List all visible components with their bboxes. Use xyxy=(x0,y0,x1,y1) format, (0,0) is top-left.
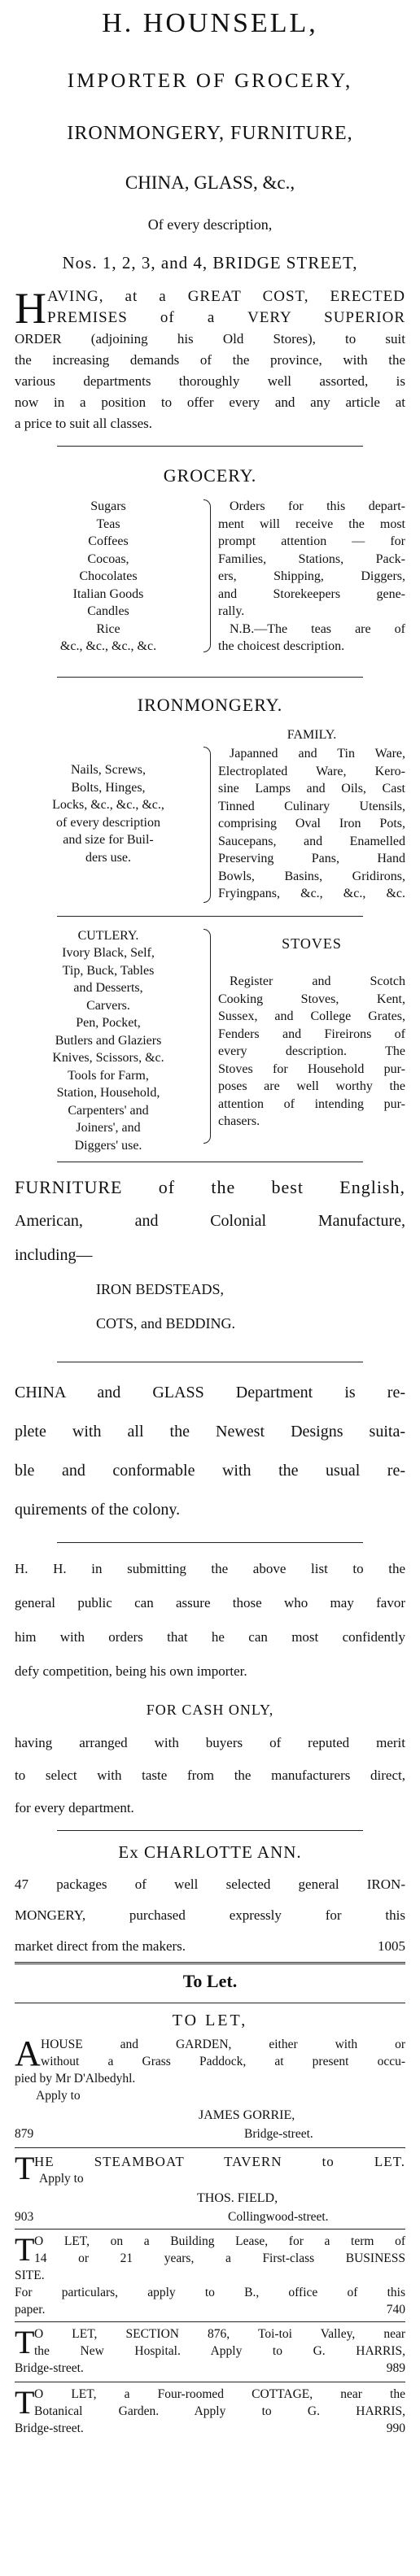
intro-line: the increasing demands of the province, with the xyxy=(15,352,405,368)
ad-line: HOUSE and GARDEN, either with or xyxy=(41,2038,405,2051)
ad-line: paper. xyxy=(15,2303,46,2317)
ad-dropcap: T xyxy=(15,2384,35,2421)
china-line: CHINA and GLASS Department is re- xyxy=(15,1384,405,1401)
submit-line: him with orders that he can most confidently xyxy=(15,1629,405,1645)
cutlery-items xyxy=(15,944,202,1154)
stoves-text-line: Stoves for Household pur- xyxy=(218,1061,405,1076)
grocery-text-line: rally. xyxy=(218,604,245,618)
family-text-line: Fryingpans, &c., &c., &c. xyxy=(218,887,405,900)
intro-line: PREMISES of a VERY SUPERIOR xyxy=(47,309,405,326)
cutlery-item: Knives, Scissors, &c. xyxy=(52,1051,164,1065)
grocery-text-line: prompt attention — for xyxy=(218,534,405,548)
divider xyxy=(15,1962,405,1964)
cutlery-item: Station, Household, xyxy=(56,1086,160,1100)
ad-line: O LET, on a Building Lease, for a term of xyxy=(34,2234,405,2248)
intro-line: AVING, at a GREAT COST, ERECTED xyxy=(47,288,405,305)
cutlery-item: Joiners', and xyxy=(76,1121,141,1135)
family-text-line: Preserving Pans, Hand xyxy=(218,852,405,865)
charlotte-line: market direct from the makers. xyxy=(15,1938,186,1954)
header-line-2: IRONMONGERY, FURNITURE, xyxy=(67,123,353,144)
furniture-line: including— xyxy=(15,1246,93,1264)
charlotte-heading: Ex CHARLOTTE ANN. xyxy=(118,1842,302,1862)
ad-dropcap: T xyxy=(15,2231,35,2268)
divider xyxy=(57,1542,363,1543)
grocery-text-line: Orders for this depart- xyxy=(230,499,405,513)
ad-line: 14 or 21 years, a First-class BUSINESS xyxy=(34,2251,405,2265)
grocery-text-line: ment will receive the most xyxy=(218,517,405,531)
ad-signer-address: Bridge-street. xyxy=(244,2127,313,2141)
header-line-1: IMPORTER OF GROCERY, xyxy=(67,70,353,92)
family-text-line: Tinned Culinary Utensils, xyxy=(218,799,405,813)
divider xyxy=(57,916,363,917)
ad-line: without a Grass Paddock, at present occu- xyxy=(41,2055,405,2068)
ad-number: 990 xyxy=(386,2421,405,2435)
ad-line: For particulars, apply to B., office of this xyxy=(15,2286,405,2299)
family-text-line: Saucepans, and Enamelled xyxy=(218,834,405,848)
cash-line: to select with taste from the manufacturers direct, xyxy=(15,1767,405,1783)
grocery-text-line: Families, Stations, Pack- xyxy=(218,551,405,566)
submit-line: defy competition, being his own importer. xyxy=(15,1663,247,1679)
grocery-item: Sugars xyxy=(90,499,126,513)
ironmongery-left xyxy=(15,761,202,866)
grocery-item: Chocolates xyxy=(79,569,138,583)
cutlery-item: Ivory Black, Self, xyxy=(62,946,155,960)
family-text xyxy=(218,745,405,903)
cutlery-brace xyxy=(203,929,211,1144)
ad-number: 879 xyxy=(15,2127,34,2141)
ad-line: O LET, a Four-roomed COTTAGE, near the xyxy=(34,2387,405,2401)
submit-line: general public can assure those who may favor xyxy=(15,1595,405,1611)
furniture-line: American, and Colonial Manufacture, xyxy=(15,1212,405,1230)
ad-dropcap: T xyxy=(15,2150,35,2186)
stoves-text xyxy=(218,973,405,1131)
furniture-line: IRON BEDSTEADS, xyxy=(96,1281,225,1297)
stoves-text-line: Fenders and Fireirons of xyxy=(218,1026,405,1041)
grocery-item: Candles xyxy=(87,604,129,618)
ad-line: the New Hospital. Apply to G. HARRIS, xyxy=(34,2344,405,2358)
cutlery-item: and Desserts, xyxy=(73,981,143,995)
cutlery-item: Diggers' use. xyxy=(74,1138,142,1153)
ad-heading: TO LET, xyxy=(172,2012,248,2029)
ad-line: SITE. xyxy=(15,2269,45,2282)
grocery-item: Teas xyxy=(96,517,120,531)
ad-signer: JAMES GORRIE, xyxy=(199,2108,295,2122)
intro-line: now in a position to offer every and any article at xyxy=(15,394,405,410)
stoves-text-line: Cooking Stoves, Kent, xyxy=(218,992,405,1006)
charlotte-line: 47 packages of well selected general IRON- xyxy=(15,1876,405,1892)
ironmongery-item: of every description xyxy=(56,815,160,830)
intro-line: a price to suit all classes. xyxy=(15,416,153,431)
grocery-items xyxy=(15,498,202,656)
merchant-name: H. HOUNSELL, xyxy=(102,8,318,38)
furniture-line: COTS, and BEDDING. xyxy=(96,1315,235,1332)
cash-heading: FOR CASH ONLY, xyxy=(146,1702,274,1718)
ironmongery-item: Locks, &c., &c., &c., xyxy=(52,798,164,812)
ad-number: 740 xyxy=(386,2303,405,2317)
grocery-text-line: N.B.—The teas are of xyxy=(230,621,405,636)
stoves-text-line: attention of intending pur- xyxy=(218,1096,405,1111)
grocery-item: Rice xyxy=(96,621,120,636)
grocery-item: Coffees xyxy=(88,534,129,548)
submit-line: H. H. in submitting the above list to the xyxy=(15,1561,405,1576)
china-line: quirements of the colony. xyxy=(15,1501,181,1519)
family-text-line: sine Lamps and Oils, Cast xyxy=(218,782,405,795)
ad-number: 903 xyxy=(15,2210,34,2224)
divider xyxy=(57,446,363,447)
stoves-text-line: Register and Scotch xyxy=(230,974,405,988)
to-let-section-heading: To Let. xyxy=(182,1971,238,1991)
divider xyxy=(57,1830,363,1831)
stoves-text-line: poses are well worthy the xyxy=(218,1079,405,1093)
grocery-item: &c., &c., &c., &c. xyxy=(59,639,157,653)
header-line-3: CHINA, GLASS, &c., xyxy=(125,172,295,193)
ironmongery-item: and size for Buil- xyxy=(63,833,154,847)
ironmongery-brace xyxy=(203,747,211,903)
ironmongery-item: Nails, Screws, xyxy=(71,763,146,777)
header-line-4: Of every description, xyxy=(147,216,273,233)
ironmongery-item: Bolts, Hinges, xyxy=(71,780,146,795)
ad-line: Bridge-street. xyxy=(15,2361,84,2375)
grocery-text-line: and Storekeepers gene- xyxy=(218,586,405,601)
cutlery-heading: CUTLERY. xyxy=(77,929,139,943)
ad-signer: THOS. FIELD, xyxy=(197,2191,278,2205)
intro-line: ORDER (adjoining his Old Stores), to suit xyxy=(15,331,405,347)
intro-line: various departments thoroughly well assorted, is xyxy=(15,373,405,389)
ironmongery-item: ders use. xyxy=(85,850,131,865)
divider xyxy=(15,2147,405,2148)
grocery-text-line: the choicest description. xyxy=(218,639,345,653)
ad-line: O LET, SECTION 876, Toi-toi Valley, near xyxy=(34,2327,405,2341)
cutlery-item: Pen, Pocket, xyxy=(76,1016,141,1030)
ad-dropcap: A xyxy=(15,2033,41,2073)
family-text-line: Bowls, Basins, Gridirons, xyxy=(218,869,405,883)
cutlery-item: Tip, Buck, Tables xyxy=(62,963,155,978)
stoves-text-line: every description. The xyxy=(218,1044,405,1058)
family-text-line: Japanned and Tin Ware, xyxy=(230,747,405,761)
divider xyxy=(15,2321,405,2322)
furniture-line: FURNITURE of the best English, xyxy=(15,1177,405,1197)
family-text-line: comprising Oval Iron Pots, xyxy=(218,817,405,830)
cutlery-item: Carvers. xyxy=(86,998,130,1013)
header-address: Nos. 1, 2, 3, and 4, BRIDGE STREET, xyxy=(62,253,358,272)
grocery-item: Cocoas, xyxy=(87,551,129,566)
stoves-text-line: chasers. xyxy=(218,1114,260,1128)
ad-dropcap: T xyxy=(15,2324,35,2360)
grocery-brace xyxy=(203,499,211,652)
charlotte-line: MONGERY, purchased expressly for this xyxy=(15,1907,405,1923)
cash-line: having arranged with buyers of reputed merit xyxy=(15,1735,405,1750)
china-line: ble and conformable with the usual re- xyxy=(15,1462,405,1480)
ad-line: HE STEAMBOAT TAVERN to LET. xyxy=(34,2154,405,2169)
grocery-item: Italian Goods xyxy=(72,586,144,601)
ad-number: 1005 xyxy=(378,1938,405,1954)
stoves-text-line: Sussex, and College Grates, xyxy=(218,1009,405,1023)
china-line: plete with all the Newest Designs suita- xyxy=(15,1423,405,1441)
ad-line: Apply to xyxy=(36,2089,81,2103)
family-text-line: Electroplated Ware, Kero- xyxy=(218,764,405,778)
ironmongery-heading: IRONMONGERY. xyxy=(137,695,283,715)
grocery-text xyxy=(218,498,405,656)
intro-dropcap: H xyxy=(15,284,46,333)
ad-number: 989 xyxy=(386,2361,405,2375)
stoves-heading: STOVES xyxy=(282,935,342,952)
cash-line: for every department. xyxy=(15,1800,134,1815)
divider xyxy=(57,677,363,678)
grocery-text-line: ers, Shipping, Diggers, xyxy=(218,569,405,583)
ad-signer-address: Collingwood-street. xyxy=(228,2210,329,2224)
cutlery-item: Butlers and Glaziers xyxy=(55,1033,162,1048)
cutlery-item: Carpenters' and xyxy=(68,1103,149,1118)
ad-line: Apply to xyxy=(39,2172,84,2186)
ad-line: Bridge-street. xyxy=(15,2421,84,2435)
family-heading: FAMILY. xyxy=(287,728,337,742)
cutlery-item: Tools for Farm, xyxy=(68,1068,149,1083)
grocery-heading: GROCERY. xyxy=(163,465,257,486)
ad-line: pied by Mr D'Albedyhl. xyxy=(15,2072,136,2086)
ad-line: Botanical Garden. Apply to G. HARRIS, xyxy=(34,2404,405,2418)
